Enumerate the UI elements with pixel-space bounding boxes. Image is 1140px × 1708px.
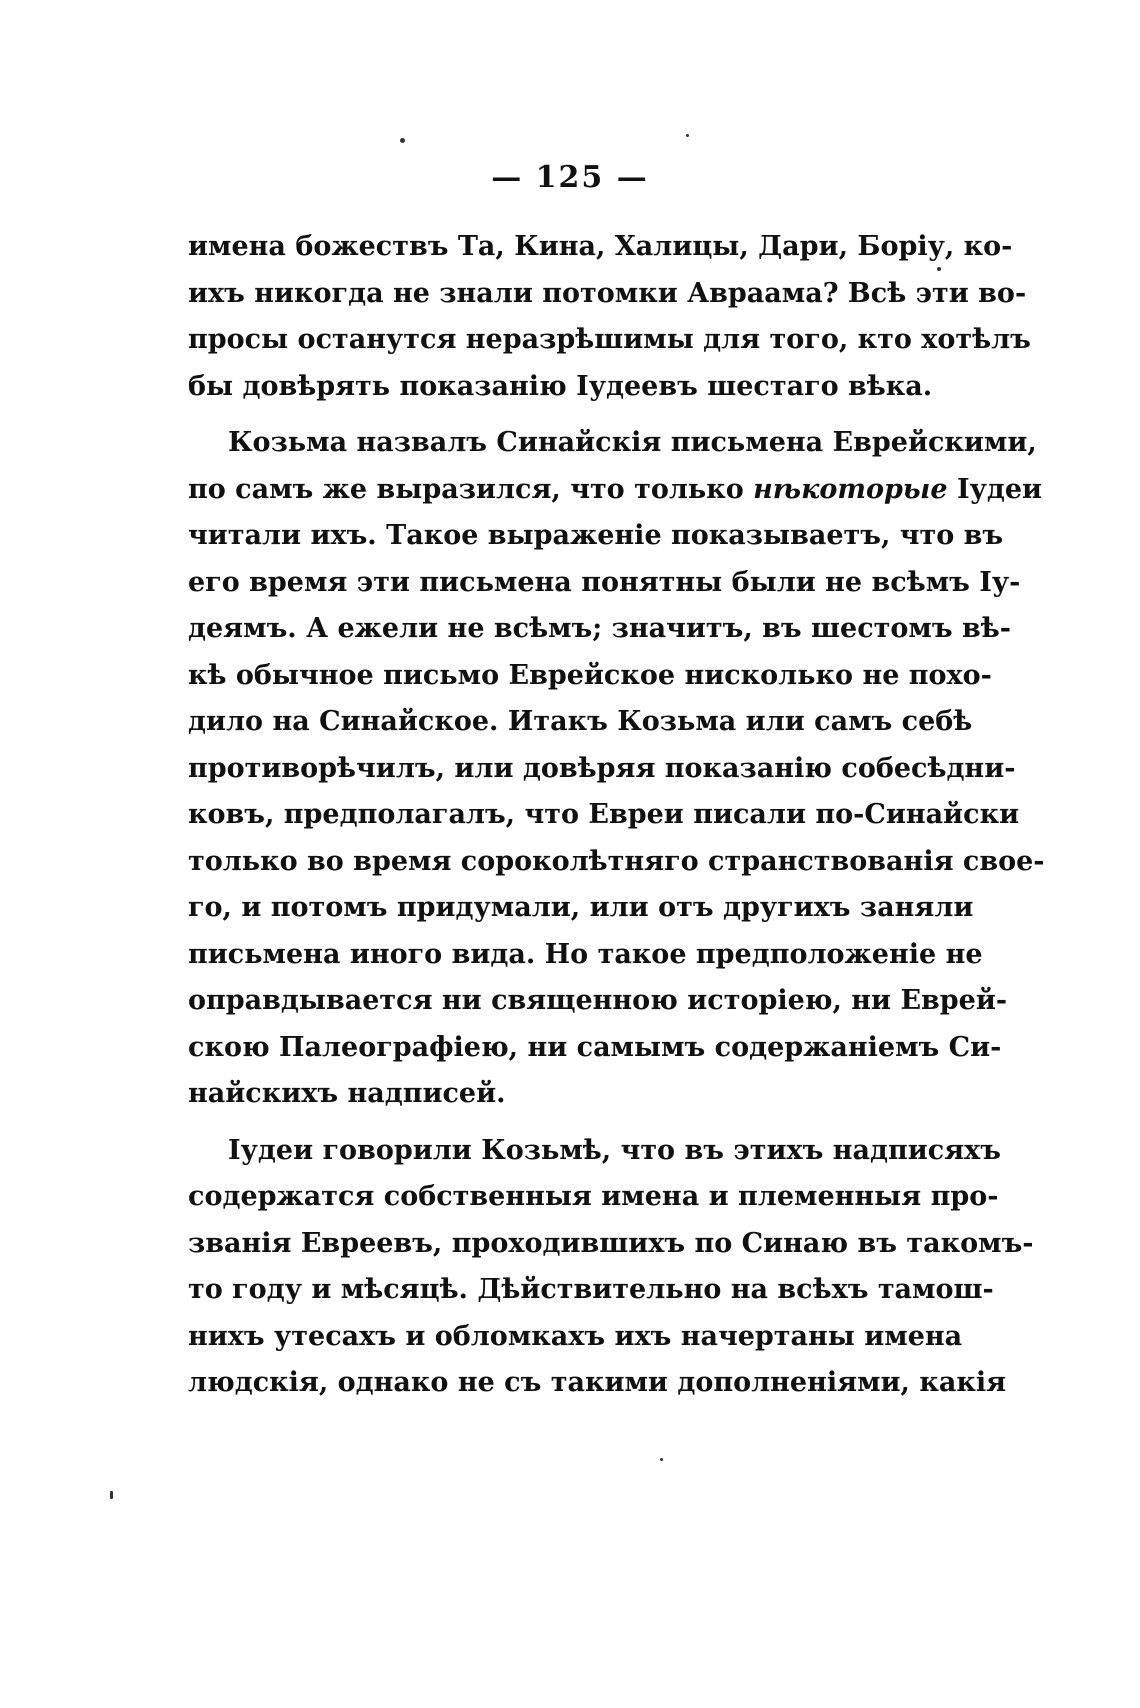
text-line: просы останутся неразрѣшимы для того, кто хотѣлъ	[188, 324, 1031, 355]
text-line: оправдывается ни священною исторіею, ни Еврей-	[188, 985, 1008, 1016]
text-line: читали ихъ. Такое выраженіе показываетъ, что въ	[188, 520, 1004, 551]
text-line: людскія, однако не съ такими дополненіями, какія	[188, 1367, 1007, 1398]
text-line: кѣ обычное письмо Еврейское нисколько не похо-	[188, 659, 992, 691]
scan-speck	[400, 138, 405, 143]
scan-speck	[937, 267, 941, 271]
page-number: — 125 —	[491, 160, 649, 195]
text-line: деямъ. А ежели не всѣмъ; значитъ, въ шестомъ вѣ-	[188, 613, 1011, 644]
text-line: его время эти письмена понятны были не всѣмъ Іу-	[188, 566, 1021, 598]
text-line: ковъ, предполагалъ, что Евреи писали по-Синайски	[188, 799, 1020, 830]
text-line: содержатся собственныя имена и племенныя про-	[188, 1181, 999, 1212]
scan-speck	[110, 1491, 113, 1499]
text-segment: Іудеи	[956, 473, 1043, 505]
text-line: ихъ никогда не знали потомки Авраама? Всѣ эти во-	[188, 277, 1027, 309]
text-line: Козьма назвалъ Синайскія письмена Еврейскими,	[228, 427, 1037, 458]
scan-speck	[660, 1458, 663, 1461]
text-line: письмена иного вида. Но такое предположеніе не	[188, 938, 983, 970]
text-line: то году и мѣсяцѣ. Дѣйствительно на всѣхъ тамош-	[188, 1274, 994, 1305]
text-line: Іудеи говорили Козьмѣ, что въ этихъ надписяхъ	[228, 1134, 1001, 1166]
text-line: противорѣчилъ, или довѣряя показанію собесѣдни-	[188, 752, 1016, 784]
text-segment: по самъ же выразился, что только	[188, 473, 744, 505]
body-text	[188, 224, 1045, 1407]
scan-speck	[686, 134, 689, 137]
text-line: только во время сороколѣтняго странствованія свое-	[188, 845, 1045, 877]
text-line: скою Палеографіею, ни самымъ содержаніемъ Си-	[188, 1031, 1002, 1063]
text-line-with-italic	[188, 467, 1043, 514]
text-line: бы довѣрять показанію Іудеевъ шестаго вѣка.	[188, 370, 933, 402]
italic-word: нѣкоторые	[753, 473, 948, 505]
text-line: званія Евреевъ, проходившихъ по Синаю въ такомъ-	[188, 1227, 1034, 1259]
text-line: дило на Синайское. Итакъ Козьма или самъ себѣ	[188, 706, 973, 737]
text-line: имена божествъ Та, Кина, Халицы, Дари, Боріу, ко-	[188, 231, 1013, 262]
text-line: го, и потомъ придумали, или отъ другихъ заняли	[188, 892, 974, 923]
text-line: найскихъ надписей.	[188, 1078, 506, 1109]
text-line: нихъ утесахъ и обломкахъ ихъ начертаны имена	[188, 1320, 963, 1352]
